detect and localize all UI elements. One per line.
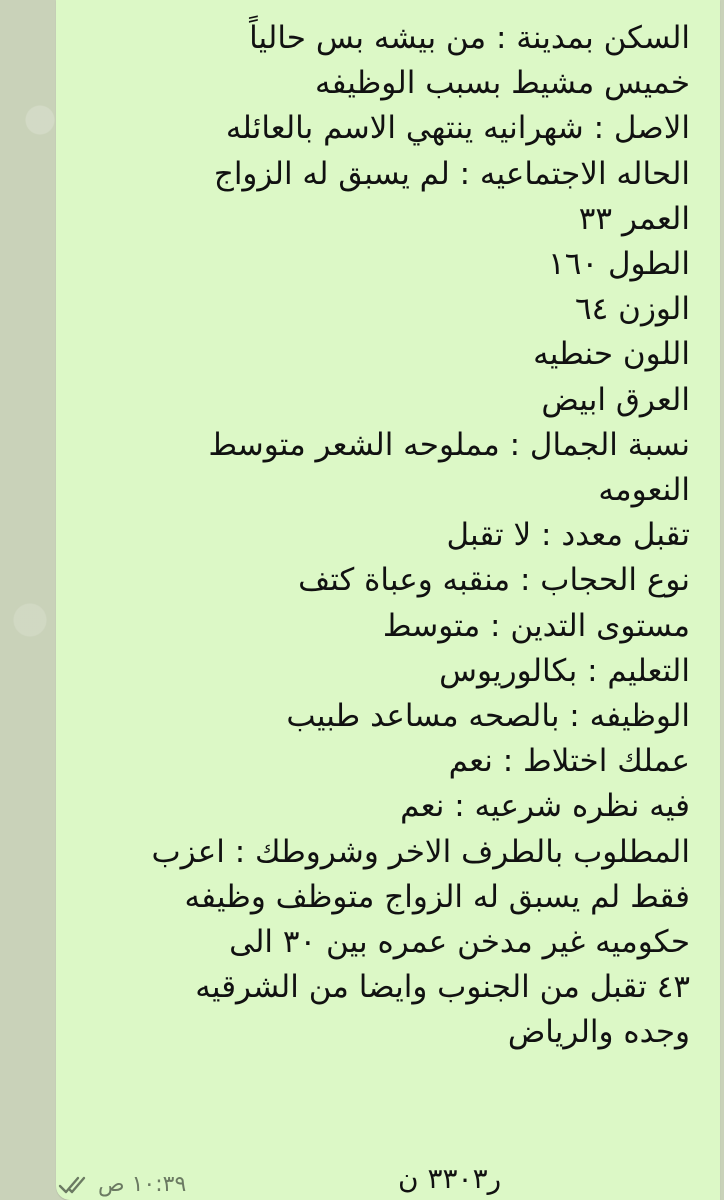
message-meta (58, 1172, 186, 1197)
message-line: السكن بمدينة : من بيشه بس حالياً (249, 20, 690, 56)
message-line: نسبة الجمال : مملوحه الشعر متوسط (208, 426, 690, 463)
message-line: خميس مشيط بسبب الوظيفه (314, 65, 690, 102)
message-line: العرق ابيض (541, 381, 690, 418)
message-line: ٤٣ تقبل من الجنوب وايضا من الشرقيه (195, 969, 690, 1006)
message-line: التعليم : بكالوريوس (439, 652, 690, 689)
message-line: الاصل : شهرانيه ينتهي الاسم بالعائله (225, 110, 690, 147)
message-line: تقبل معدد : لا تقبل (446, 517, 690, 554)
message-line: المطلوب بالطرف الاخر وشروطك : اعزب (151, 833, 690, 870)
message-reference-code: ر٣٣٠٣ ن (398, 1162, 502, 1195)
message-line: الوظيفه : بالصحه مساعد طبيب (286, 698, 690, 735)
message-line: العمر ٣٣ (578, 200, 690, 237)
message-line: حكوميه غير مدخن عمره بين ٣٠ الى (229, 924, 690, 961)
message-line: الوزن ٦٤ (575, 291, 690, 328)
message-text (90, 16, 690, 1056)
message-line: الحاله الاجتماعيه : لم يسبق له الزواج (213, 155, 690, 192)
message-bubble[interactable] (56, 0, 720, 1200)
message-line: اللون حنطيه (533, 336, 690, 373)
message-line: نوع الحجاب : منقبه وعباة كتف (298, 562, 690, 599)
message-line: النعومه (598, 472, 690, 509)
message-line: الطول ١٦٠ (548, 246, 690, 283)
message-time: ١٠:٣٩ ص (98, 1172, 187, 1197)
message-line: عملك اختلاط : نعم (448, 743, 690, 780)
read-double-check-icon (58, 1174, 92, 1196)
message-line: مستوى التدين : متوسط (382, 607, 690, 644)
message-line: وجده والرياض (507, 1014, 690, 1051)
message-line: فقط لم يسبق له الزواج متوظف وظيفه (184, 878, 690, 915)
message-line: فيه نظره شرعيه : نعم (400, 788, 690, 825)
